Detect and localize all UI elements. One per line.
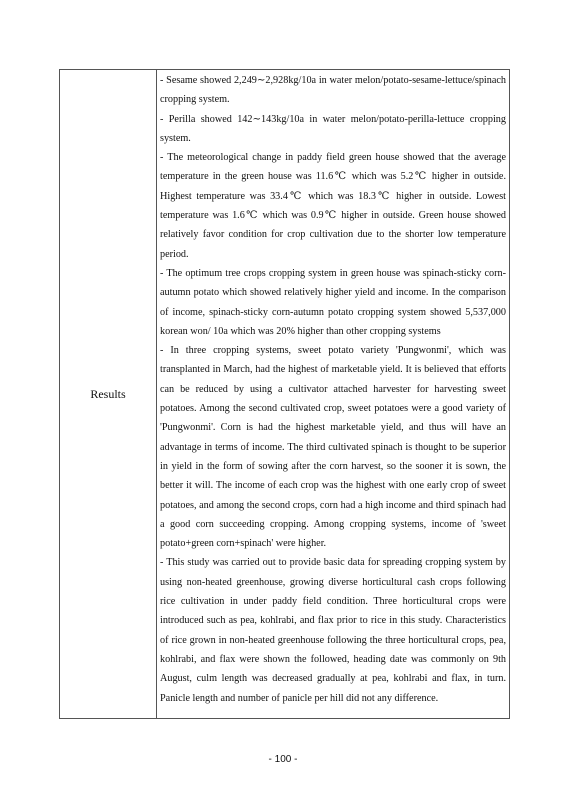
page-number: - 100 - [268,754,298,765]
paragraph-greenhouse-temperature: - The meteorological change in paddy field green house showed that the average temperature in the green house was 11.6℃ which was 5.2℃ higher in outside. Highest temperature was 33.4℃ which was 18.3℃ higher in outside. Lowest temperature was 1.6℃ which was 0.9℃ higher in outside. Green house showed relatively favor condition for crop cultivation due to the shorter low temperature period. [160,152,506,260]
paragraph-sweet-potato: - In three cropping systems, sweet potato variety 'Pungwonmi', which was transplanted in March, had the highest of marketable yield. It is believed that efforts can be reduced by using a cultivator attached harvester for harvesting sweet potatoes. Among the second cultivated crop, sweet potatoes were a good variety of 'Pungwonmi'. Corn is had the highest marketable yield, and thus will have an advantage in terms of income. The third cultivated spinach is thought to be superior in yield in the form of sowing after the corn harvest, so the sooner it is sown, the better it will. The income of each crop was the highest with one early crop of sweet potatoes, and among the second crops, corn had a high income and third spinach had a good corn succeeding cropping. Among cropping systems, income of 'sweet potato+green corn+spinach' were higher. [160,345,506,550]
results-label-cell [60,70,157,718]
paragraph-rice-study: - This study was carried out to provide basic data for spreading cropping system by using non-heated greenhouse, growing diverse horticultural cash crops following rice cultivation in under paddy field condition. Three horticultural crops were introduced such as pea, kohlrabi, and flax prior to rice in this study. Characteristics of rice grown in non-heated greenhouse following the three horticultural crops, pea, kohlrabi, and flax were shown the followed, heading date was commonly on 9th August, culm length was decreased gradually at pea, kohlrabi and flax, in turn. Panicle length and number of panicle per hill did not any difference. [160,557,506,704]
results-table [59,69,510,719]
paragraph-perilla: - Perilla showed 142∼143kg/10a in water melon/potato-perilla-lettuce cropping system. [160,113,506,144]
results-label: Results [90,386,126,401]
paragraph-optimum-cropping-system: - The optimum tree crops cropping system in green house was spinach-sticky corn-autumn potato which showed relatively higher yield and income. In the comparison of income, spinach-sticky corn-autumn potato cropping system showed 5,537,000 korean won/ 10a which was 20% higher than other cropping systems [160,267,506,337]
paragraph-sesame: - Sesame showed 2,249∼2,928kg/10a in water melon/potato-sesame-lettuce/spinach cropping system. [160,75,506,106]
results-content-cell [157,70,509,718]
